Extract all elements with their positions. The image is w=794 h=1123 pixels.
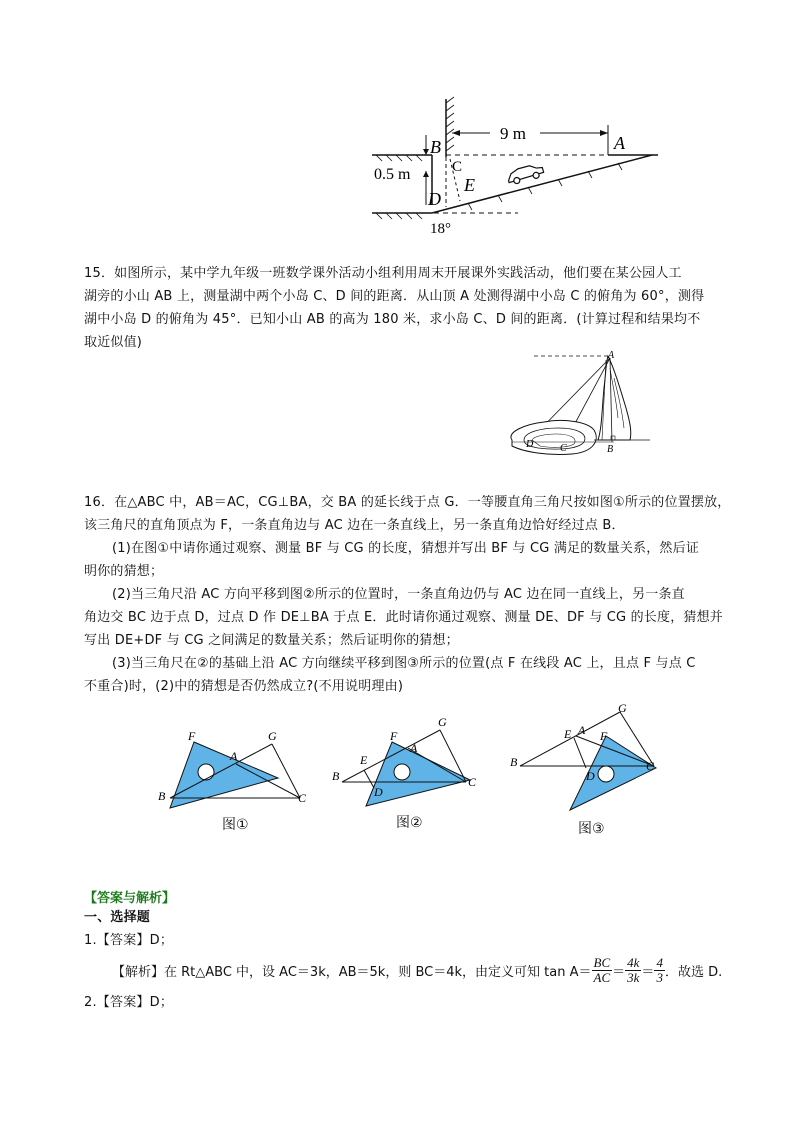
fig3-E: E <box>564 727 572 741</box>
fraction-4-3: $\frac{4}{3}$ <box>656 954 663 985</box>
q15-label-C: C <box>560 443 567 454</box>
label-E: E <box>464 175 475 195</box>
fig3-caption: 图③ <box>578 821 605 837</box>
fig3-B: B <box>510 755 518 769</box>
fig3-G: G <box>618 701 627 715</box>
fig2-G: G <box>438 715 447 729</box>
answer-1-explanation <box>112 953 722 987</box>
answer-1-explanation-text: 【解析】在 Rt△ABC 中，设 AC＝3k，AB＝5k，则 BC＝4k，由定义可知 tan A＝ <box>112 964 592 980</box>
answer-2: 2.【答案】D； <box>84 995 174 1010</box>
fig3-D: D <box>586 769 595 783</box>
equals-sign-2: ＝ <box>641 964 655 980</box>
q16-line-7: 写出 DE+DF 与 CG 之间满足的数量关系；然后证明你的猜想； <box>84 633 459 648</box>
q15-label-D: D <box>526 439 534 450</box>
q15-line-4: 取近似值) <box>84 335 143 350</box>
label-A: A <box>614 133 625 153</box>
fig1-B: B <box>158 789 166 803</box>
label-B: B <box>430 137 441 157</box>
q15-line-1: 15．如图所示，某中学九年级一班数学课外活动小组利用周末开展课外实践活动，他们要在某公园人工 <box>84 266 682 281</box>
label-0.5m: 0.5 m <box>374 166 411 183</box>
fig1-A: A <box>230 749 238 763</box>
q16-line-6: 角边交 BC 边于点 D，过点 D 作 DE⊥BA 于点 E．此时请你通过观察、测量 DE、DF 与 CG 的长度，猜想并 <box>84 610 724 625</box>
q16-line-1: 16．在△ABC 中，AB＝AC，CG⊥BA，交 BA 的延长线于点 G．一等腰直角三角尺按如图①所示的位置摆放， <box>84 495 731 510</box>
fig3-A: A <box>578 723 586 737</box>
fig2-E: E <box>360 753 368 767</box>
fig2-D: D <box>374 785 383 799</box>
fig1-caption: 图① <box>222 817 249 833</box>
q15-label-B: B <box>607 444 614 455</box>
answer-1: 1.【答案】D； <box>84 933 174 948</box>
q16-line-3: (1)在图①中请你通过观察、测量 BF 与 CG 的长度，猜想并写出 BF 与 CG 满足的数量关系，然后证 <box>112 541 700 556</box>
q15-line-3: 湖中小岛 D 的俯角为 45°．已知小山 AB 的高为 180 米，求小岛 C、D 间的距离．(计算过程和结果均不 <box>84 312 701 327</box>
lake-mountain-diagram <box>498 348 658 458</box>
fraction-4k-3k: $\frac{4k}{3k}$ <box>627 954 640 985</box>
label-9m: 9 m <box>500 124 526 143</box>
fig2-F: F <box>390 729 398 743</box>
q16-line-5: (2)当三角尺沿 AC 方向平移到图②所示的位置时，一条直角边仍与 AC 边在同一直线上，另一条直 <box>112 587 685 602</box>
q16-line-8: (3)当三角尺在②的基础上沿 AC 方向继续平移到图③所示的位置(点 F 在线段 AC 上，且点 F 与点 C <box>112 656 696 671</box>
slope-diagram <box>368 95 668 240</box>
figure-2 <box>328 712 488 812</box>
fig2-caption: 图② <box>396 815 423 831</box>
label-angle: 18° <box>430 221 451 237</box>
answers-header: 【答案与解析】 <box>84 891 176 906</box>
q15-line-2: 湖旁的小山 AB 上，测量湖中两个小岛 C、D 间的距离．从山顶 A 处测得湖中小岛 C 的俯角为 60°，测得 <box>84 289 705 304</box>
fig2-C: C <box>468 775 477 789</box>
answer-1-tail: ．故选 D. <box>664 964 723 980</box>
fig3-F: F <box>600 729 608 743</box>
label-D: D <box>428 189 441 209</box>
fig2-B: B <box>332 769 340 783</box>
figure-3 <box>506 698 676 813</box>
q15-label-A: A <box>608 350 615 361</box>
fig1-G: G <box>268 729 277 743</box>
equals-sign-1: ＝ <box>612 964 626 980</box>
label-C: C <box>452 159 463 175</box>
q16-line-4: 明你的猜想； <box>84 564 164 579</box>
fig1-C: C <box>298 791 307 805</box>
q16-line-2: 该三角尺的直角顶点为 F，一条直角边与 AC 边在一条直线上，另一条直角边恰好经过点 B． <box>84 518 625 533</box>
fig3-C: C <box>646 759 655 773</box>
fig2-A: A <box>410 741 418 755</box>
fig1-F: F <box>188 729 196 743</box>
fraction-bc-ac: $\frac{BC}{AC}$ <box>593 954 611 985</box>
q16-line-9: 不重合)时，(2)中的猜想是否仍然成立?(不用说明理由) <box>84 679 404 694</box>
answers-section-title: 一、选择题 <box>84 910 151 925</box>
